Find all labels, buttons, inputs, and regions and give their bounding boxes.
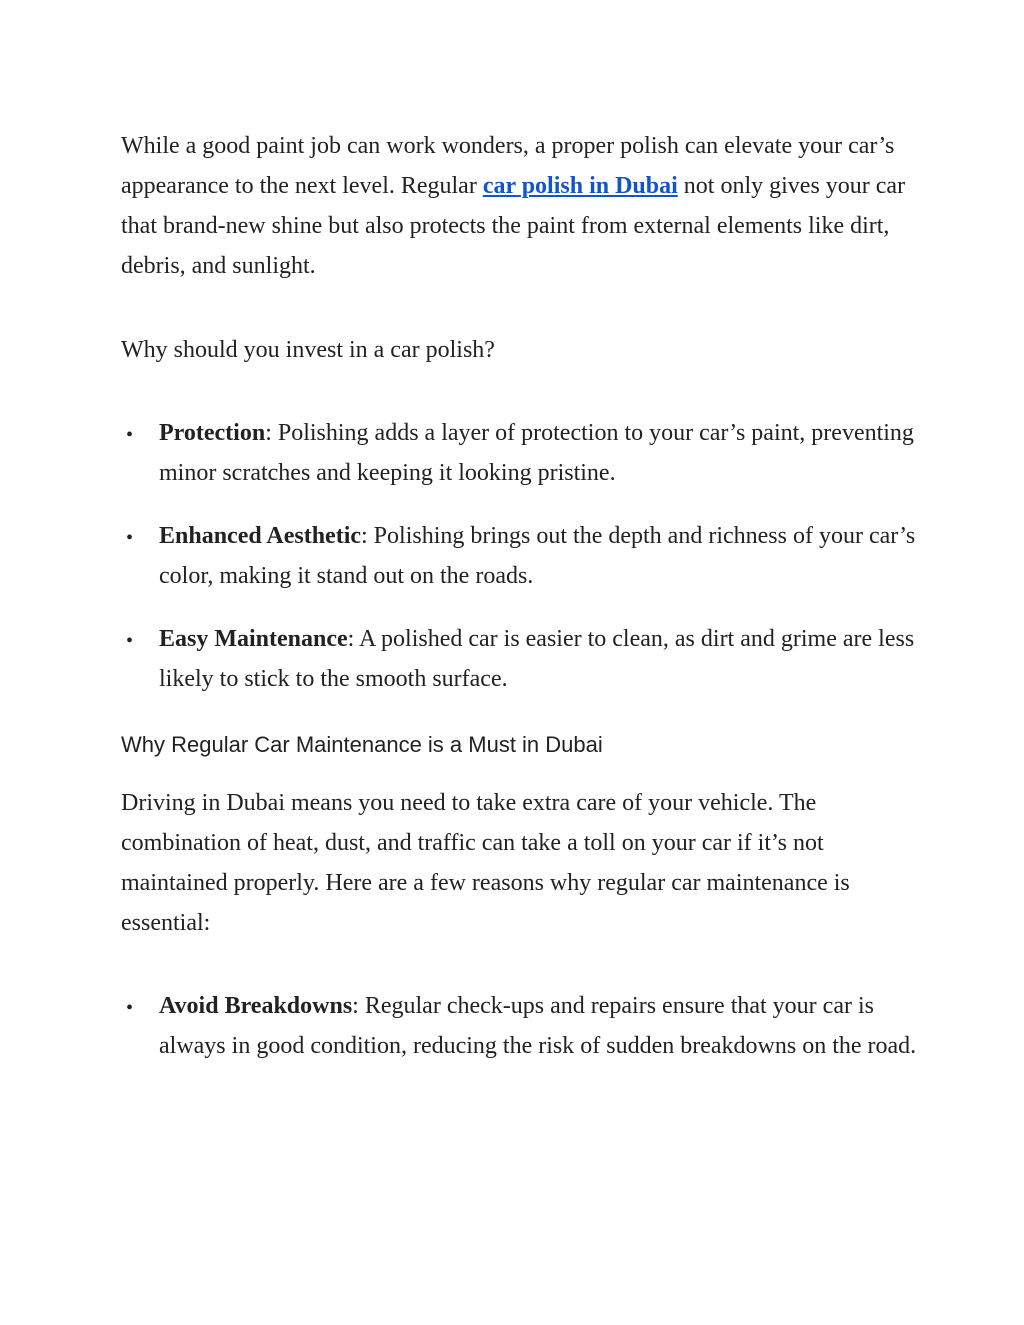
benefit-item-enhanced-aesthetic: [159, 516, 919, 596]
reason-text: : Regular check-ups and repairs ensure that your car is always in good condition, reducing the risk of sudden breakdowns on the road.: [159, 993, 917, 1059]
maintenance-intro-paragraph: Driving in Dubai means you need to take extra care of your vehicle. The combination of heat, dust, and traffic can take a toll on your car if it’s not maintained properly. Here are a few reasons why regular car maintenance is essential:: [121, 790, 850, 936]
bullet-icon: •: [126, 424, 134, 446]
reason-item-avoid-breakdowns: [159, 986, 919, 1066]
polish-question: Why should you invest in a car polish?: [121, 337, 495, 363]
intro-text-after-link: not only gives your car that brand-new shine but also protects the paint from external elements like dirt, debris, and sunlight.: [121, 173, 906, 279]
benefit-title: Easy Maintenance: [159, 626, 348, 652]
benefit-text: : A polished car is easier to clean, as dirt and grime are less likely to stick to the smooth surface.: [159, 626, 915, 692]
benefit-title: Enhanced Aesthetic: [159, 523, 362, 549]
bullet-icon: •: [126, 630, 134, 652]
benefit-title: Protection: [159, 420, 266, 446]
benefit-text: : Polishing adds a layer of protection to your car’s paint, preventing minor scratches and keeping it looking pristine.: [159, 420, 914, 486]
bullet-icon: •: [126, 527, 134, 549]
intro-text-before-link: While a good paint job can work wonders, a proper polish can elevate your car’s appearance to the next level. Regular: [121, 133, 895, 199]
benefit-item-easy-maintenance: [159, 619, 919, 699]
section-heading: Why Regular Car Maintenance is a Must in Dubai: [121, 732, 603, 757]
bullet-icon: •: [126, 997, 134, 1019]
car-polish-dubai-link[interactable]: car polish in Dubai: [482, 173, 678, 199]
intro-paragraph: [121, 126, 921, 286]
reason-title: Avoid Breakdowns: [159, 993, 353, 1019]
benefit-text: : Polishing brings out the depth and richness of your car’s color, making it stand out on the roads.: [159, 523, 916, 589]
benefit-item-protection: [159, 413, 919, 493]
